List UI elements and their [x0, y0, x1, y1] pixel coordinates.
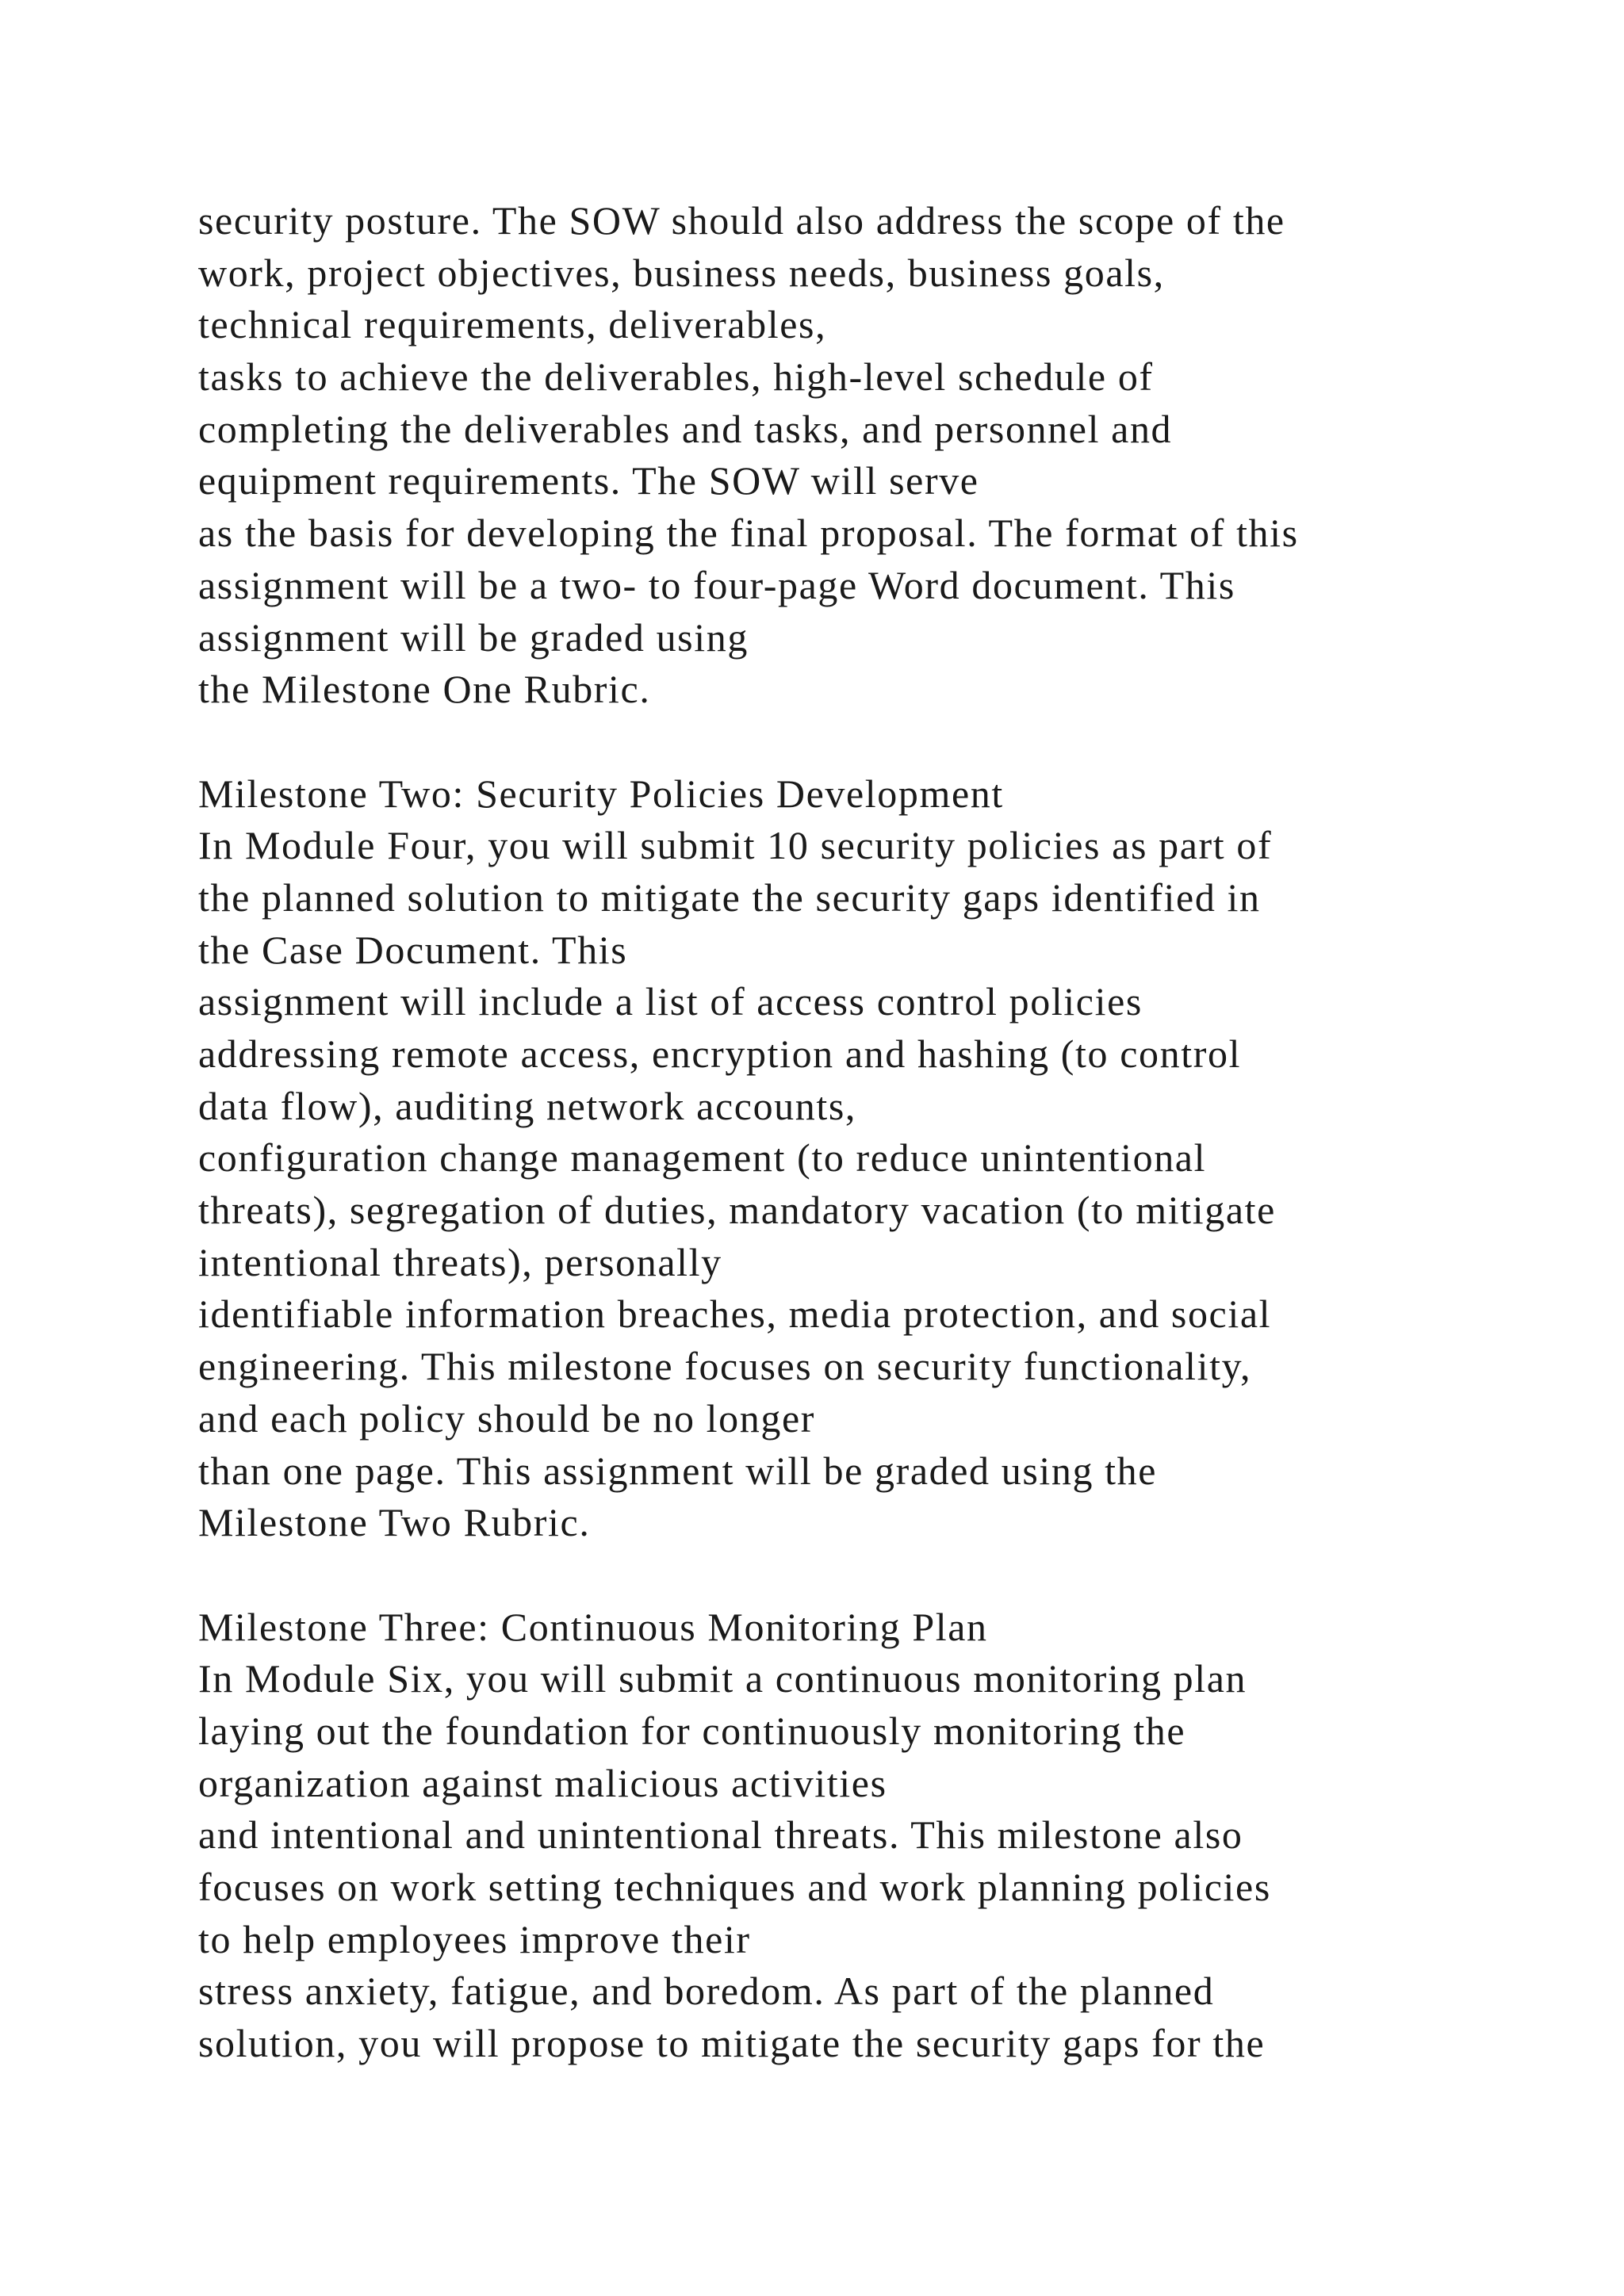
text-line: addressing remote access, encryption and hashing (to control: [198, 1031, 1242, 1076]
text-line: stress anxiety, fatigue, and boredom. As part of the planned: [198, 1969, 1215, 2014]
text-line: to help employees improve their: [198, 1916, 751, 1961]
text-line: assignment will include a list of access control policies: [198, 979, 1143, 1024]
text-line: and each policy should be no longer: [198, 1395, 816, 1441]
text-line: In Module Six, you will submit a continuous monitoring plan: [198, 1656, 1247, 1701]
text-line: focuses on work setting techniques and work planning policies: [198, 1865, 1271, 1909]
paragraph-gap: [198, 716, 1594, 768]
text-line: data flow), auditing network accounts,: [198, 1083, 857, 1128]
text-line: Milestone Two Rubric.: [198, 1500, 591, 1545]
section-heading: Milestone Three: Continuous Monitoring Plan: [198, 1604, 988, 1649]
text-line: technical requirements, deliverables,: [198, 302, 827, 347]
text-line: than one page. This assignment will be graded using the: [198, 1448, 1158, 1493]
document-body: [198, 195, 1594, 2070]
text-line: work, project objectives, business needs, business goals,: [198, 250, 1165, 295]
text-line: In Module Four, you will submit 10 security policies as part of: [198, 823, 1273, 868]
text-line: assignment will be graded using: [198, 614, 749, 660]
text-line: tasks to achieve the deliverables, high-level schedule of: [198, 354, 1154, 400]
text-line: identifiable information breaches, media protection, and social: [198, 1292, 1272, 1337]
text-line: solution, you will propose to mitigate the security gaps for the: [198, 2021, 1266, 2066]
text-line: assignment will be a two- to four-page Word document. This: [198, 562, 1235, 607]
text-line: configuration change management (to reduce unintentional: [198, 1135, 1207, 1181]
text-line: threats), segregation of duties, mandatory vacation (to mitigate: [198, 1188, 1276, 1233]
text-line: equipment requirements. The SOW will serve: [198, 458, 979, 503]
text-line: as the basis for developing the final proposal. The format of this: [198, 511, 1299, 556]
text-line: completing the deliverables and tasks, and personnel and: [198, 406, 1173, 451]
text-line: the Case Document. This: [198, 927, 628, 972]
text-line: the planned solution to mitigate the security gaps identified in: [198, 874, 1261, 920]
section-heading: Milestone Two: Security Policies Development: [198, 771, 1004, 816]
text-line: laying out the foundation for continuously monitoring the: [198, 1708, 1186, 1753]
text-line: and intentional and unintentional threats. This milestone also: [198, 1812, 1243, 1858]
paragraph-gap: [198, 1549, 1594, 1601]
text-line: intentional threats), personally: [198, 1239, 722, 1284]
text-line: security posture. The SOW should also address the scope of the: [198, 198, 1285, 243]
text-line: the Milestone One Rubric.: [198, 667, 651, 712]
text-line: organization against malicious activities: [198, 1760, 887, 1805]
text-line: engineering. This milestone focuses on security functionality,: [198, 1344, 1252, 1389]
